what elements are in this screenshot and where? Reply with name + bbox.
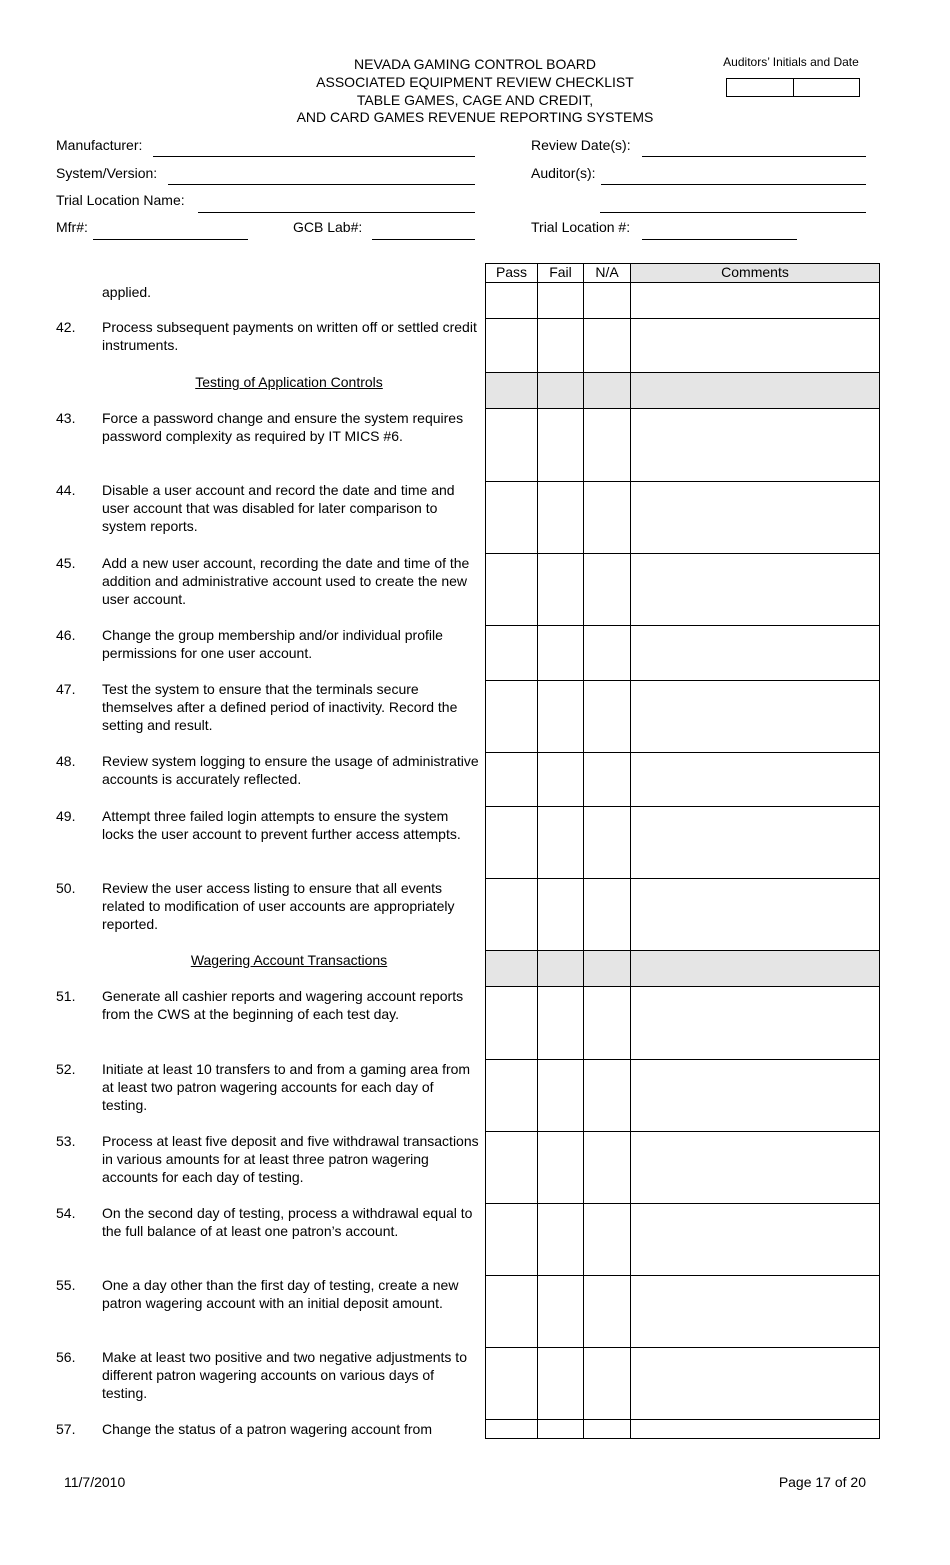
row-divider: [485, 1059, 880, 1060]
row-divider: [485, 1203, 880, 1204]
item-text: Disable a user account and record the date and time and user account that was disabled for later comparison to system reports.: [102, 482, 455, 534]
header-line-4: AND CARD GAMES REVENUE REPORTING SYSTEMS: [296, 109, 654, 125]
review-dates-label: Review Date(s):: [531, 137, 631, 153]
item-text: Process subsequent payments on written off or settled credit instruments.: [102, 319, 477, 353]
item-text: Generate all cashier reports and wagering account reports from the CWS at the beginning of each test day.: [102, 988, 464, 1022]
item-number: 55.: [56, 1277, 76, 1293]
row-divider: [485, 372, 880, 373]
comments-column-header: Comments: [721, 264, 789, 280]
row-divider: [485, 481, 880, 482]
item-text: Initiate at least 10 transfers to and from a gaming area from at least two patron wagering accounts for each day of testing.: [102, 1061, 471, 1113]
row-divider: [485, 878, 880, 879]
item-number: 48.: [56, 753, 76, 769]
auditors-initials-box[interactable]: [726, 78, 860, 97]
review-dates-field[interactable]: [642, 156, 866, 157]
mfr-field[interactable]: [93, 239, 248, 240]
item-text: On the second day of testing, process a withdrawal equal to the full balance of at least one patron’s account.: [102, 1205, 473, 1239]
row-divider: [485, 1275, 880, 1276]
row-divider: [485, 625, 880, 626]
row-divider: [485, 408, 880, 409]
manufacturer-field[interactable]: [153, 156, 475, 157]
row-divider: [485, 318, 880, 319]
item-number: 45.: [56, 555, 76, 571]
item-number: 53.: [56, 1133, 76, 1149]
item-text: Change the group membership and/or individual profile permissions for one user account.: [102, 627, 443, 661]
header-line-2: ASSOCIATED EQUIPMENT REVIEW CHECKLIST: [316, 74, 634, 90]
item-number: 56.: [56, 1349, 76, 1365]
manufacturer-label: Manufacturer:: [56, 137, 143, 153]
auditors-label: Auditor(s):: [531, 165, 596, 181]
item-number: 44.: [56, 482, 76, 498]
gcb-lab-field[interactable]: [372, 239, 475, 240]
item-number: 49.: [56, 808, 76, 824]
item-number: 43.: [56, 410, 76, 426]
auditors-initials-label: Auditors’ Initials and Date: [723, 55, 859, 69]
gcb-lab-label: GCB Lab#:: [293, 219, 363, 235]
trial-location-num-label: Trial Location #:: [531, 219, 631, 235]
item-text: Test the system to ensure that the terminals secure themselves after a defined period of inactivity. Record the setting and result.: [102, 681, 458, 733]
row-divider: [485, 1347, 880, 1348]
grid-divider: [537, 263, 538, 1439]
trial-location-name-field[interactable]: [198, 212, 475, 213]
system-version-field[interactable]: [168, 184, 475, 185]
pass-column-header: Pass: [495, 264, 528, 280]
auditors-field-extra[interactable]: [600, 212, 866, 213]
system-version-label: System/Version:: [56, 165, 158, 181]
item-number: 50.: [56, 880, 76, 896]
header-line-1: NEVADA GAMING CONTROL BOARD: [354, 56, 596, 72]
row-divider: [485, 282, 880, 283]
grid-divider: [583, 263, 584, 1439]
item-text: Make at least two positive and two negative adjustments to different patron wagering accounts on various days of testing.: [102, 1349, 467, 1401]
fail-column-header: Fail: [549, 264, 572, 280]
row-divider: [485, 950, 880, 951]
item-number: 54.: [56, 1205, 76, 1221]
footer-page-number: Page 17 of 20: [778, 1474, 866, 1490]
header-line-3: TABLE GAMES, CAGE AND CREDIT,: [356, 92, 594, 108]
auditors-field[interactable]: [601, 184, 866, 185]
item-number: 42.: [56, 319, 76, 335]
item-number: 57.: [56, 1421, 76, 1437]
item-text: One a day other than the first day of testing, create a new patron wagering account with an initial deposit amount.: [102, 1277, 459, 1311]
item-text: Attempt three failed login attempts to ensure the system locks the user account to prevent further access attempts.: [102, 808, 461, 842]
trial-location-name-label: Trial Location Name:: [56, 192, 185, 208]
item-number: 52.: [56, 1061, 76, 1077]
item-text: Change the status of a patron wagering account from: [102, 1421, 432, 1437]
row-divider: [485, 1419, 880, 1420]
section-title-application-controls: Testing of Application Controls: [195, 374, 383, 390]
row-divider: [485, 986, 880, 987]
row-divider: [485, 806, 880, 807]
row-divider: [485, 1131, 880, 1132]
mfr-label: Mfr#:: [56, 219, 88, 235]
grid-divider: [630, 263, 631, 1439]
row-divider: [485, 752, 880, 753]
footer-date: 11/7/2010: [64, 1474, 126, 1490]
item-number: 46.: [56, 627, 76, 643]
na-column-header: N/A: [595, 264, 619, 280]
section-title-wagering-transactions: Wagering Account Transactions: [190, 952, 388, 968]
item-text: Force a password change and ensure the system requires password complexity as required by IT MICS #6.: [102, 410, 464, 444]
item-text: Process at least five deposit and five withdrawal transactions in various amounts for at least three patron wagering accounts for each day of testing.: [102, 1133, 479, 1185]
item-number: 51.: [56, 988, 76, 1004]
row-divider: [485, 553, 880, 554]
row-divider: [485, 680, 880, 681]
item-number: 47.: [56, 681, 76, 697]
item-text: Add a new user account, recording the date and time of the addition and administrative account used to create the new user account.: [102, 555, 470, 607]
item-text-41-cont: applied.: [102, 284, 152, 300]
trial-location-num-field[interactable]: [642, 239, 797, 240]
checklist-grid: [485, 263, 880, 1439]
item-text: Review the user access listing to ensure that all events related to modification of user accounts are appropriately reported.: [102, 880, 455, 932]
item-text: Review system logging to ensure the usage of administrative accounts is accurately reflected.: [102, 753, 479, 787]
